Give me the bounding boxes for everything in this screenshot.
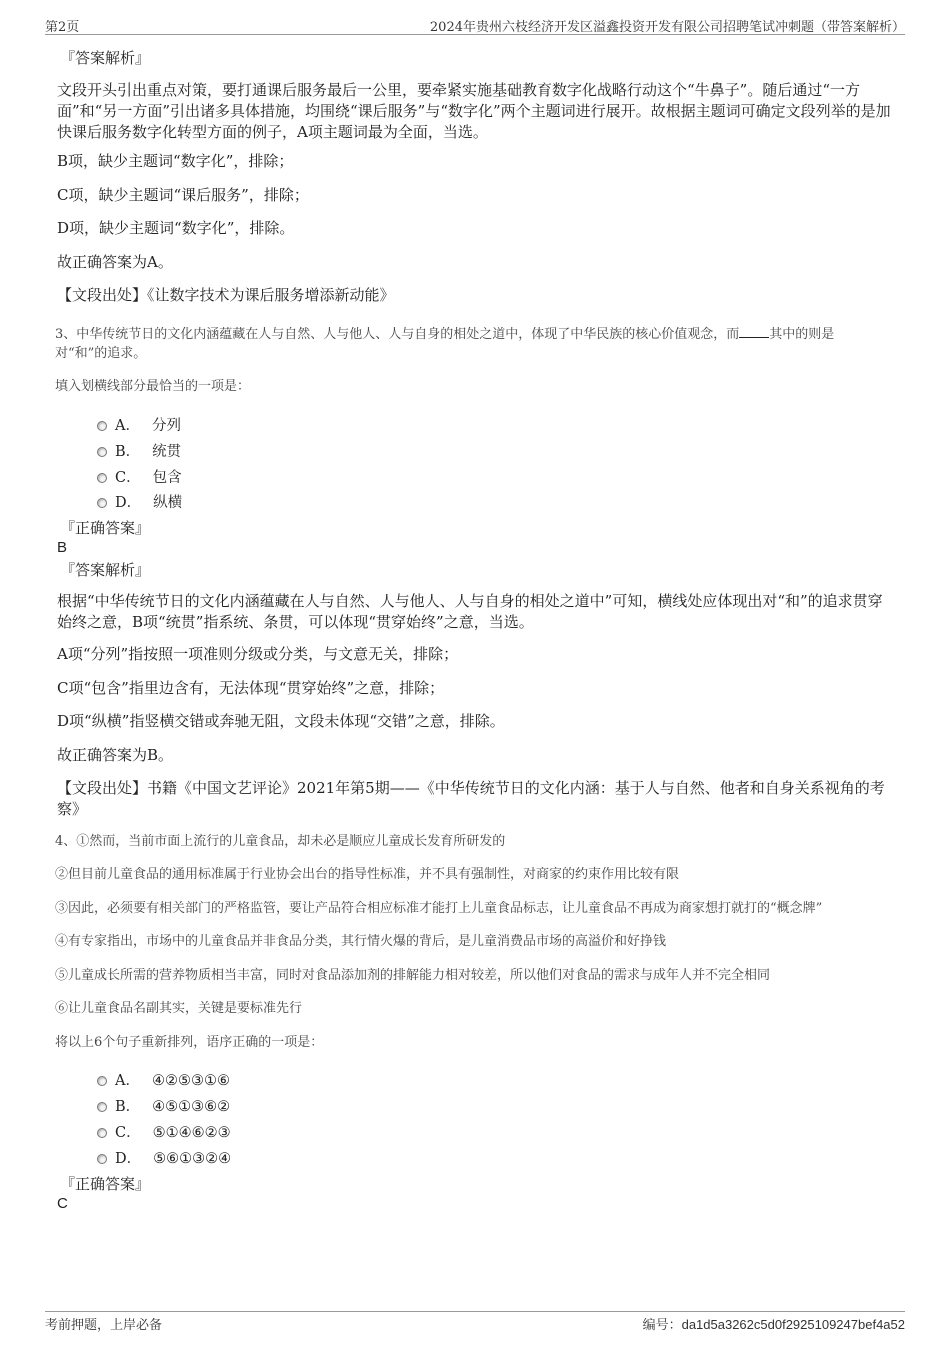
analysis-label: 『答案解析』: [60, 561, 151, 579]
question-stem-part1: 3、中华传统节日的文化内涵蕴藏在人与自然、人与他人、人与自身的相处之道中，体现了中华民族的核心价值观念，而: [55, 327, 740, 342]
analysis-label: 『答案解析』: [60, 49, 151, 67]
option-letter: D．: [115, 495, 142, 511]
footer-slogan: 考前押题，上岸必备: [45, 1318, 163, 1333]
option-letter: A．: [115, 418, 140, 434]
analysis-line-b: B项，缺少主题词“数字化”，排除；: [57, 152, 294, 170]
radio-button[interactable]: [97, 1154, 107, 1164]
analysis-conclusion: 故正确答案为B。: [57, 746, 174, 764]
sentence-3: ③因此，必须要有相关部门的严格监管，要让产品符合相应标准才能打上儿童食品标志，让儿童食品不再成为商家想打就打的“概念牌”: [55, 901, 823, 916]
analysis-line-c: C项，缺少主题词“课后服务”，排除；: [57, 186, 309, 204]
option-text: 统贯: [152, 444, 182, 460]
option-d[interactable]: [97, 1147, 231, 1168]
option-text: ④②⑤③①⑥: [151, 1073, 230, 1089]
option-letter: C．: [115, 1125, 141, 1141]
correct-answer-label: 『正确答案』: [60, 519, 151, 537]
analysis-paragraph: 根据“中华传统节日的文化内涵蕴藏在人与自然、人与他人、人与自身的相处之道中”可知，横线处应体现出对“和”的追求贯穿始终之意，B项“统贯”指系统、条贯，可以体现“贯穿始终”之意，当选。: [57, 592, 883, 631]
header-divider: [45, 34, 905, 35]
option-b[interactable]: [97, 440, 181, 461]
radio-button[interactable]: [97, 1128, 107, 1138]
sentence-6: ⑥让儿童食品名副其实，关键是要标准先行: [55, 1001, 303, 1016]
option-b[interactable]: [97, 1095, 230, 1116]
sentence-5: ⑤儿童成长所需的营养物质相当丰富，同时对食品添加剂的排解能力相对较差，所以他们对食品的需求与成年人并不完全相同: [55, 968, 771, 983]
radio-button[interactable]: [97, 1102, 107, 1112]
analysis-conclusion: 故正确答案为A。: [57, 253, 173, 271]
radio-button[interactable]: [97, 1076, 107, 1086]
radio-button[interactable]: [97, 473, 107, 483]
option-text: ④⑤①③⑥②: [152, 1099, 231, 1115]
analysis-line-d: D项“纵横”指竖横交错或奔驰无阻，文段未体现“交错”之意，排除。: [57, 712, 505, 730]
radio-button[interactable]: [97, 498, 107, 508]
radio-button[interactable]: [97, 421, 107, 431]
analysis-line-d: D项，缺少主题词“数字化”，排除。: [57, 219, 295, 237]
analysis-line-a: A项“分列”指按照一项准则分级或分类，与文意无关，排除；: [57, 645, 459, 663]
code-value: da1d5a3262c5d0f2925109247bef4a52: [681, 1317, 905, 1332]
source-citation: 【文段出处】书籍《中国文艺评论》2021年第5期——《中华传统节日的文化内涵：基于人与自然、他者和自身关系视角的考察》: [57, 779, 885, 818]
analysis-line-c: C项“包含”指里边含有，无法体现“贯穿始终”之意，排除；: [57, 679, 445, 697]
option-text: ⑤①④⑥②③: [152, 1125, 231, 1141]
option-c[interactable]: [97, 1121, 231, 1142]
option-text: 包含: [152, 470, 182, 486]
option-a[interactable]: [97, 414, 181, 435]
correct-answer: B: [57, 539, 68, 556]
sentence-1: 4、①然而，当前市面上流行的儿童食品，却未必是顺应儿童成长发育所研发的: [55, 834, 506, 849]
question-stem-part3: 对“和”的追求。: [55, 346, 147, 361]
radio-button[interactable]: [97, 447, 107, 457]
option-letter: A．: [115, 1073, 140, 1089]
footer-divider: [45, 1311, 905, 1312]
source-citation: 【文段出处】《让数字技术为课后服务增添新动能》: [57, 286, 395, 304]
question-stem-part2: 其中的则是: [769, 327, 835, 342]
analysis-paragraph: 文段开头引出重点对策，要打通课后服务最后一公里，要牵紧实施基础教育数字化战略行动这个“牛鼻子”。随后通过“一方面”和“另一方面”引出诸多具体措施，均围绕“课后服务”与“数字化”两个主题词进行展开。故根据主题词可确定文段列举的是加快课后服务数字化转型方面的例子，A项主题词最为全面，当选。: [57, 81, 891, 141]
option-text: ⑤⑥①③②④: [153, 1151, 232, 1167]
option-d[interactable]: [97, 491, 182, 512]
document-title: 2024年贵州六枝经济开发区溢鑫投资开发有限公司招聘笔试冲刺题（带答案解析）: [429, 20, 905, 35]
question-stem: [55, 325, 834, 345]
option-letter: B．: [115, 1099, 141, 1115]
page-number: 第2页: [45, 20, 80, 35]
question-prompt: 将以上6个句子重新排列，语序正确的一项是：: [55, 1035, 324, 1050]
option-c[interactable]: [97, 466, 182, 487]
option-letter: D．: [115, 1151, 142, 1167]
option-a[interactable]: [97, 1069, 230, 1090]
option-text: 纵横: [153, 495, 183, 511]
correct-answer-label: 『正确答案』: [60, 1175, 151, 1193]
correct-answer: C: [57, 1195, 68, 1212]
question-prompt: 填入划横线部分最恰当的一项是：: [55, 379, 251, 394]
document-code: [643, 1314, 905, 1333]
sentence-4: ④有专家指出，市场中的儿童食品并非食品分类，其行情火爆的背后，是儿童消费品市场的高溢价和好挣钱: [55, 934, 667, 949]
option-letter: B．: [115, 444, 141, 460]
sentence-2: ②但目前儿童食品的通用标准属于行业协会出台的指导性标准，并不具有强制性，对商家的约束作用比较有限: [55, 867, 680, 882]
code-label: 编号：: [642, 1318, 682, 1333]
fill-blank: [739, 325, 769, 338]
option-text: 分列: [151, 418, 181, 434]
option-letter: C．: [115, 470, 141, 486]
